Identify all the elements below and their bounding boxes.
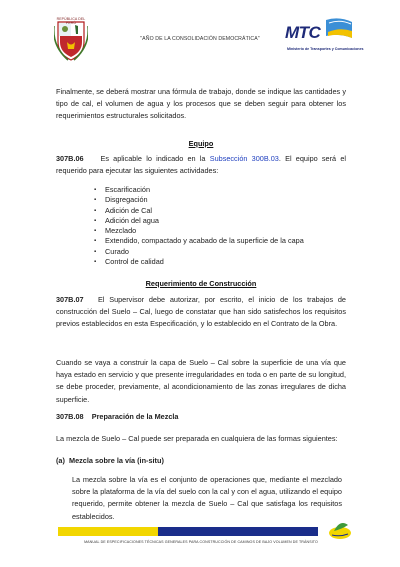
paragraph-307b06: [56, 153, 346, 177]
subsection-a-name: Mezcla sobre la vía (in-situ): [68, 456, 164, 465]
paragraph-307b07-text: El Supervisor debe autorizar, por escrito, el inicio de los trabajos de construcción del Suelo – Cal, luego de constatar que han sido satisfechos los requisitos previos establecidos en esta Especificación, y lo establecido en el Contrato de la Obra.: [56, 295, 346, 329]
bullet-icon: ▪: [94, 217, 97, 224]
section-code-307b08: 307B.08: [56, 412, 84, 421]
paragraph-307b06-post: . El equipo será el requerido para ejecutar las siguientes actividades:: [56, 154, 346, 176]
footer-text: MANUAL DE ESPECIFICACIONES TÉCNICAS GENERALES PARA CONSTRUCCIÓN DE CAMINOS DE BAJO VOLUMEN DE TRÁNSITO: [84, 540, 318, 544]
paragraph-mezcla: La mezcla de Suelo – Cal puede ser preparada en cualquiera de las formas siguientes:: [56, 434, 338, 443]
paragraph-mezcla-via: La mezcla sobre la vía es el conjunto de operaciones que, mediante el mezclado sobre la plataforma de la vía del suelo con la cal y con el agua, utilizando el equipo requerido, permite obtener la mezcla de Suelo – Cal que satisfaga los requisitos establecidos.: [72, 475, 342, 521]
footer-leaf-logo: [326, 515, 354, 543]
list-item: ▪ Mezclado: [94, 226, 137, 236]
list-item: ▪ Extendido, compactado y acabado de la superficie de la capa: [94, 236, 304, 246]
list-item: ▪ Adición del agua: [94, 215, 159, 225]
footer-bar-blue: [158, 527, 238, 536]
paragraph-capa: Cuando se vaya a construir la capa de Suelo – Cal sobre la superficie de una vía que haya estado en servicio y que presente irregularidades en toda o en parte de su longitud, se debe proceder, previamente, al acondicionamiento de las zonas irregulares de dicha superficie.: [56, 358, 346, 404]
bullet-icon: ▪: [94, 207, 97, 214]
bullet-icon: ▪: [94, 187, 97, 193]
paragraph-307b06-pre: Es aplicable lo indicado en la: [100, 154, 206, 163]
subsection-link[interactable]: Subsección 300B.03: [209, 154, 279, 163]
section-code-307b07: 307B.07: [56, 295, 84, 304]
bullet-icon: ▪: [94, 248, 97, 255]
equipo-heading: Equipo: [188, 139, 214, 148]
footer-bar-navy: [238, 527, 318, 536]
section-title-307b08: Preparación de la Mezcla: [91, 412, 179, 421]
list-item: ▪ Curado: [94, 246, 129, 256]
paragraph-307b08-title: [56, 411, 346, 423]
subsection-a-label: (a): [56, 456, 65, 465]
list-item: ▪ Escarificación: [94, 185, 151, 194]
header-slogan: "AÑO DE LA CONSOLIDACIÓN DEMOCRÁTICA": [140, 36, 260, 42]
intro-paragraph: Finalmente, se deberá mostrar una fórmula de trabajo, donde se indique las cantidades y tipo de cal, el volumen de agua y los procesos que se deben seguir para obtener los requerimientos estructurales solicitados.: [56, 87, 346, 121]
list-item: ▪ Control de calidad: [94, 257, 164, 267]
section-code-307b06: 307B.06: [56, 154, 84, 163]
bullet-icon: ▪: [94, 197, 97, 204]
paragraph-307b07: [56, 294, 346, 331]
footer-bar-yellow: [58, 527, 158, 536]
requerimiento-heading: Requerimiento de Construcción: [145, 279, 257, 288]
peru-logo-text: REPÚBLICA DEL PERÚ: [56, 17, 86, 25]
list-item: ▪ Disgregación: [94, 195, 148, 205]
bullet-icon: ▪: [94, 228, 97, 235]
list-item: ▪ Adición de Cal: [94, 205, 153, 215]
mtc-logo-word: MTC: [285, 23, 321, 42]
mtc-logo-subtitle: Ministerio de Transportes y Comunicaciones: [287, 47, 364, 51]
bullet-icon: ▪: [94, 259, 97, 266]
activities-list: [94, 185, 304, 267]
subsection-a-title: [56, 455, 346, 467]
bullet-icon: ▪: [94, 238, 97, 245]
